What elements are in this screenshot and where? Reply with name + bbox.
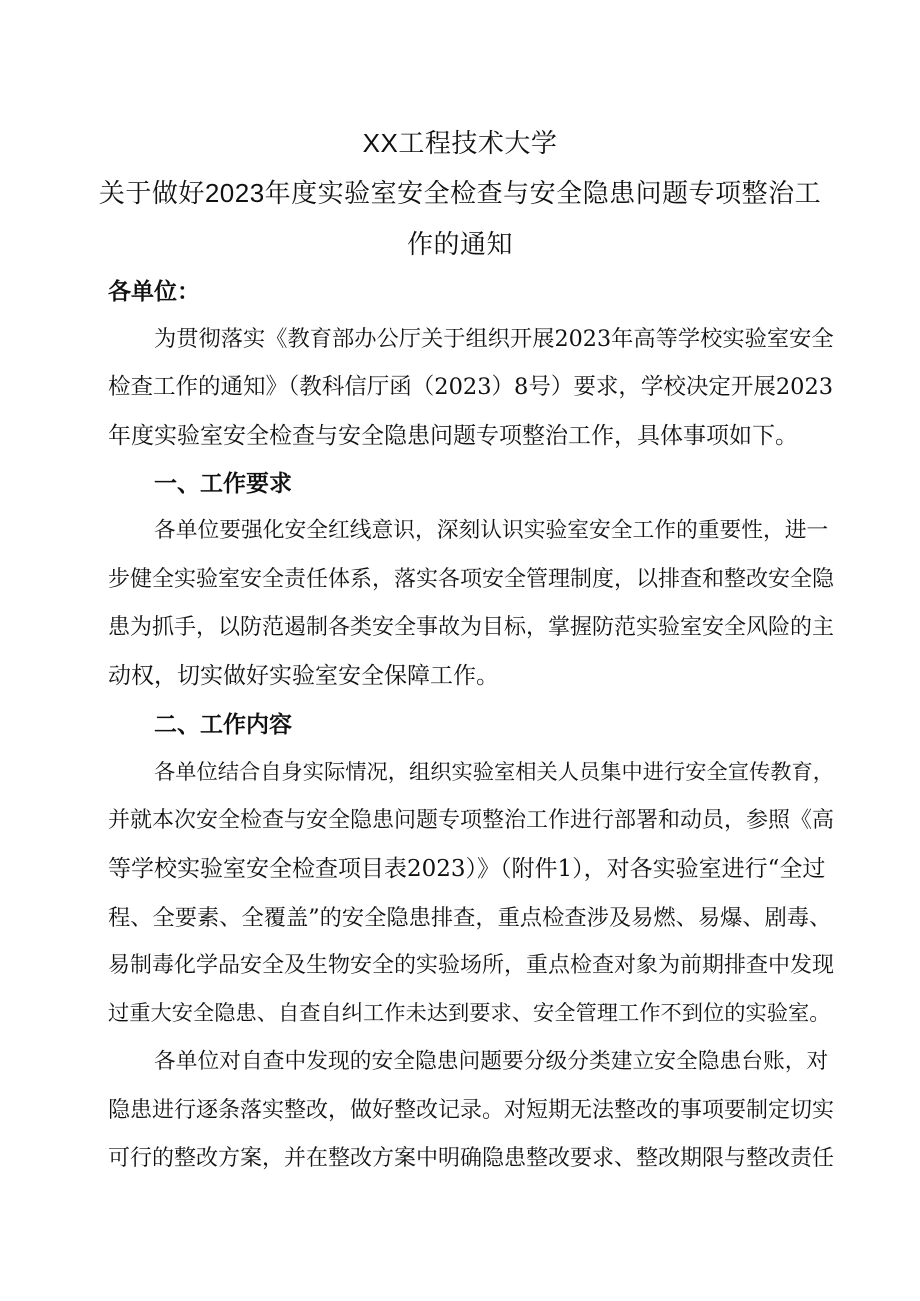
section-2-para-2-line-1: 各单位对自查中发现的安全隐患问题要分级分类建立安全隐患台账，对 bbox=[154, 1049, 829, 1074]
section-1-line-3: 患为抓手，以防范遏制各类安全事故为目标，掌握防范实验室安全风险的主 bbox=[108, 615, 835, 640]
section-2-para-1-line-2: 并就本次安全检查与安全隐患问题专项整治工作进行部署和动员，参照《高 bbox=[108, 808, 835, 833]
section-2-para-1-line-5: 易制毒化学品安全及生物安全的实验场所，重点检查对象为前期排查中发现 bbox=[108, 953, 835, 978]
salutation: 各单位： bbox=[108, 278, 200, 305]
document-title-line-2: 关于做好2023年度实验室安全检查与安全隐患问题专项整治工 bbox=[98, 178, 822, 208]
section-2-para-1-line-6: 过重大安全隐患、自查自纠工作未达到要求、安全管理工作不到位的实验室。 bbox=[108, 1001, 831, 1026]
section-1-line-2: 步健全实验室安全责任体系，落实各项安全管理制度，以排查和整改安全隐 bbox=[108, 567, 835, 592]
section-2-para-2-line-3: 可行的整改方案，并在整改方案中明确隐患整改要求、整改期限与整改责任 bbox=[108, 1146, 835, 1171]
document-title-line-3: 作的通知 bbox=[406, 229, 513, 259]
section-2-para-2-line-2: 隐患进行逐条落实整改，做好整改记录。对短期无法整改的事项要制定切实 bbox=[108, 1098, 835, 1123]
intro-line-2: 检查工作的通知》（教科信厅函（2023）8号）要求，学校决定开展2023 bbox=[108, 374, 834, 400]
section-1-line-4: 动权，切实做好实验室安全保障工作。 bbox=[108, 663, 499, 689]
section-2-heading: 二、工作内容 bbox=[154, 711, 292, 738]
intro-line-3: 年度实验室安全检查与安全隐患问题专项整治工作，具体事项如下。 bbox=[108, 423, 798, 449]
section-1-line-1: 各单位要强化安全红线意识，深刻认识实验室安全工作的重要性，进一 bbox=[154, 518, 829, 543]
section-2-para-1-line-3: 等学校实验室安全检查项目表2023）》（附件1），对各实验室进行“全过 bbox=[108, 856, 826, 882]
intro-line-1: 为贯彻落实《教育部办公厅关于组织开展2023年高等学校实验室安全 bbox=[154, 326, 834, 352]
section-2-para-1-line-1: 各单位结合自身实际情况，组织实验室相关人员集中进行安全宣传教育， bbox=[154, 760, 835, 785]
document-title-line-1: XX工程技术大学 bbox=[362, 128, 558, 158]
section-2-para-1-line-4: 程、全要素、全覆盖”的安全隐患排查，重点检查涉及易燃、易爆、剧毒、 bbox=[108, 905, 832, 931]
section-1-heading: 一、工作要求 bbox=[154, 470, 292, 497]
